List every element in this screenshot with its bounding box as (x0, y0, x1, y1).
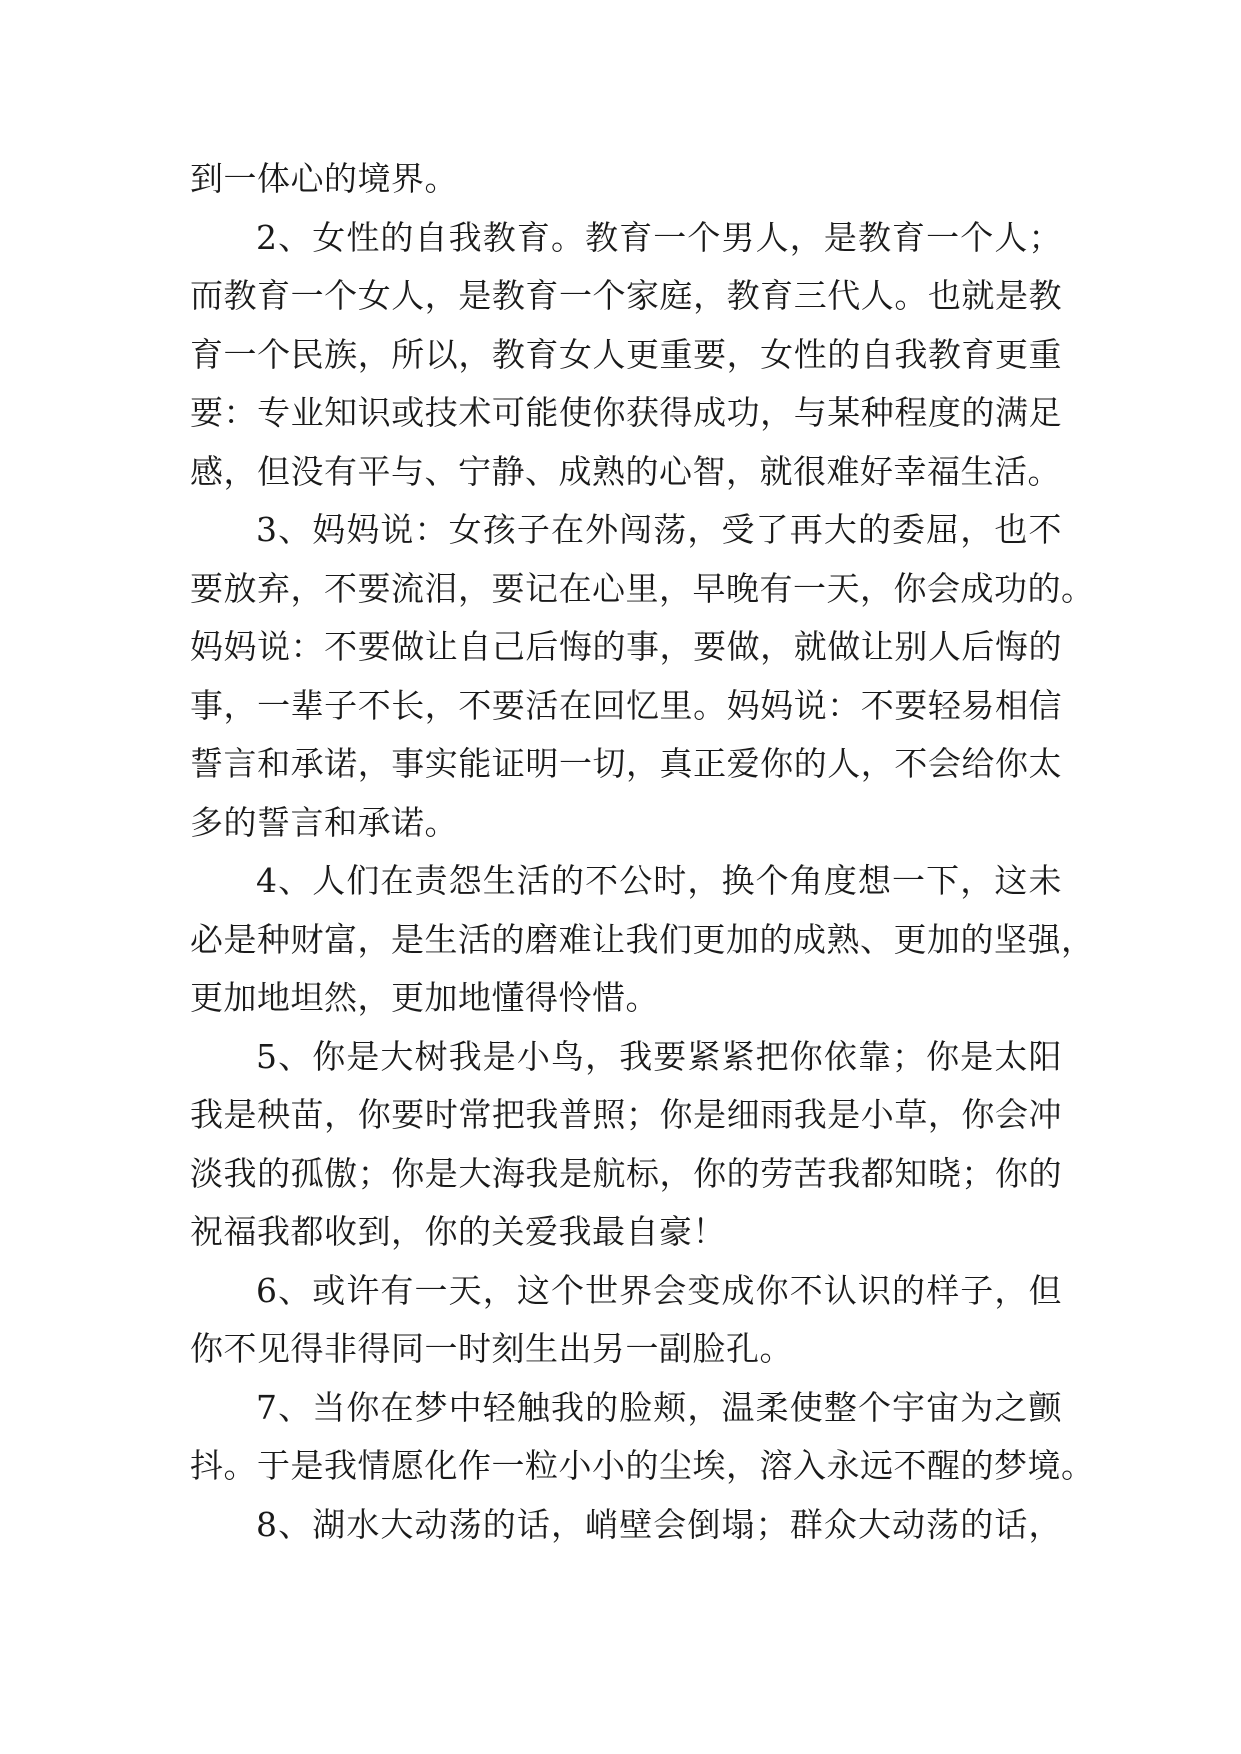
text-line: 要：专业知识或技术可能使你获得成功，与某种程度的满足 (190, 393, 1062, 432)
text-line: 而教育一个女人，是教育一个家庭，教育三代人。也就是教 (190, 276, 1062, 315)
text-line: 多的誓言和承诺。 (190, 802, 458, 842)
text-line: 到一体心的境界。 (190, 159, 458, 198)
text-line: 育一个民族，所以，教育女人更重要，女性的自我教育更重 (190, 334, 1062, 374)
text-line: 4、人们在责怨生活的不公时，换个角度想一下，这未 (256, 861, 1062, 900)
text-line: 必是种财富，是生活的磨难让我们更加的成熟、更加的坚强， (190, 919, 1095, 959)
text-line: 你不见得非得同一时刻生出另一副脸孔。 (190, 1329, 793, 1368)
document-body (190, 150, 1095, 1554)
text-line: 2、女性的自我教育。教育一个男人，是教育一个人； (256, 217, 1062, 257)
text-line: 7、当你在梦中轻触我的脸颊，温柔使整个宇宙为之颤 (256, 1387, 1062, 1427)
text-line: 6、或许有一天，这个世界会变成你不认识的样子，但 (256, 1270, 1062, 1310)
text-line: 5、你是大树我是小鸟，我要紧紧把你依靠；你是太阳 (256, 1036, 1062, 1076)
text-line: 淡我的孤傲；你是大海我是航标，你的劳苦我都知晓；你的 (190, 1153, 1062, 1193)
text-line: 祝福我都收到，你的关爱我最自豪！ (190, 1212, 726, 1251)
text-line: 要放弃，不要流泪，要记在心里，早晚有一天，你会成功的。 (190, 568, 1095, 608)
text-line: 8、湖水大动荡的话，峭壁会倒塌；群众大动荡的话， (256, 1504, 1062, 1544)
text-line: 更加地坦然，更加地懂得怜惜。 (190, 978, 659, 1017)
text-line: 感，但没有平与、宁静、成熟的心智，就很难好幸福生活。 (190, 451, 1061, 491)
text-line: 我是秧苗，你要时常把我普照；你是细雨我是小草，你会冲 (190, 1095, 1062, 1134)
text-line: 抖。于是我情愿化作一粒小小的尘埃，溶入永远不醒的梦境。 (190, 1446, 1095, 1485)
text-line: 妈妈说：不要做让自己后悔的事，要做，就做让别人后悔的 (190, 627, 1062, 666)
text-line: 3、妈妈说：女孩子在外闯荡，受了再大的委屈，也不 (256, 510, 1062, 549)
text-line: 誓言和承诺，事实能证明一切，真正爱你的人，不会给你太 (190, 744, 1062, 783)
text-line: 事，一辈子不长，不要活在回忆里。妈妈说：不要轻易相信 (190, 685, 1062, 725)
